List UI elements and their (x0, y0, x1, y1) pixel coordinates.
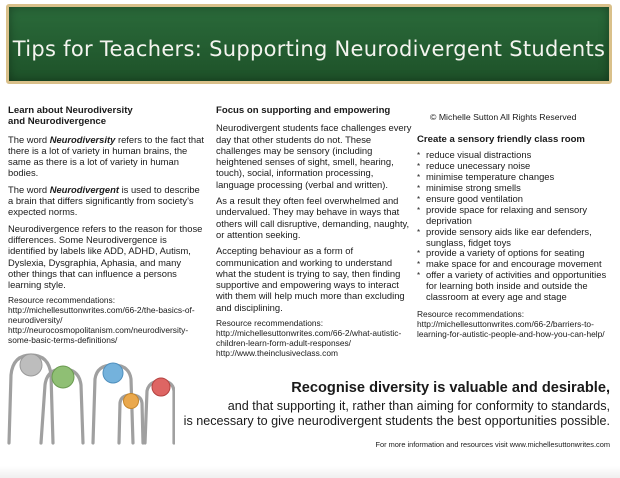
resource-link-2[interactable]: http://neurocosmopolitanism.com/neurodiversity-some-basic-terms-definitions/ (8, 325, 189, 346)
tagline-line-3: is necessary to give neurodivergent students the best opportunities possible. (183, 414, 610, 428)
text: The word (8, 183, 50, 195)
page-shadow (0, 466, 620, 478)
tagline-line-2: and that supporting it, rather than aiming for conformity to standards, (227, 399, 610, 413)
resource-link-1[interactable]: http://michellesuttonwrites.com/66-2/the-basics-of-neurodiversity/ (8, 305, 195, 326)
column1-heading-line1: Learn about Neurodiversity (8, 105, 133, 116)
figure-head-grey (20, 354, 42, 376)
column2-paragraph-3: Accepting behaviour as a form of communication and working to understand what the student is trying to say, then finding supportive and empowering ways to interact with them will help much more than excluding and disciplining. (216, 245, 405, 313)
column1-heading (8, 105, 204, 128)
column-sensory (417, 105, 613, 339)
list-item: * ensure good ventilation (417, 194, 613, 205)
term-neurodivergent: Neurodivergent (49, 183, 119, 195)
copyright-notice: © Michelle Sutton All Rights Reserved (430, 112, 577, 122)
list-item: * provide a variety of options for seating (417, 248, 613, 259)
list-item: * provide space for relaxing and sensory deprivation (417, 205, 613, 227)
column2-paragraph-1: Neurodivergent students face challenges every day that other students do not. These challenges may be sensory (including heightened senses of sight, smell, hearing, touch), social, information processing, language processing (verbal and written). (216, 122, 412, 190)
resources-label: Resource recommendations: (8, 295, 116, 306)
column1-paragraph-3: Neurodivergence refers to the reason for those differences. Some Neurodivergence is identified by labels like ADD, ADHD, Autism, Dyslexia, Dysgraphia, Aphasia, and many other things that can influence a persons learning style. (8, 222, 203, 291)
column2-heading: Focus on supporting and empowering (216, 105, 391, 116)
people-figures-illustration-icon (5, 345, 175, 445)
list-item: * offer a variety of activities and opportunities for learning both inside and outside the classroom at every age and stage (417, 270, 613, 303)
column3-resources (417, 309, 613, 339)
column1-resources (8, 295, 204, 345)
list-item: * minimise strong smells (417, 183, 613, 194)
term-neurodiversity: Neurodiversity (49, 133, 116, 145)
resources-label: Resource recommendations: (417, 308, 525, 319)
column1-paragraph-1 (8, 134, 204, 179)
column-neurodiversity (8, 105, 204, 345)
text: The word (8, 133, 50, 145)
list-item: * make space for and encourage movement (417, 259, 613, 270)
title-banner (6, 4, 612, 84)
list-item: * reduce visual distractions (417, 150, 613, 161)
tagline-line-1: Recognise diversity is valuable and desirable, (291, 380, 610, 396)
column2-paragraph-2: As a result they often feel overwhelmed and undervalued. They may behave in ways that others will call disruptive, demanding, naughty, or attention seeking. (216, 195, 410, 240)
banner-title: Tips for Teachers: Supporting Neurodivergent Students (12, 37, 606, 61)
figure-head-red (152, 378, 170, 396)
column1-paragraph-2 (8, 184, 204, 218)
column1-heading-line2: and Neurodivergence (8, 116, 107, 128)
resource-link-2[interactable]: http://www.theinclusiveclass.com (216, 348, 338, 359)
sensory-list (417, 150, 613, 303)
text: refers to the fact that there is a lot of variety in human brains, the same as there is a lot of variety in human bodies. (8, 133, 204, 179)
figure-head-orange (124, 394, 139, 409)
resource-link-1[interactable]: http://michellesuttonwrites.com/66-2/what-autistic-children-learn-form-adult-responses/ (216, 328, 402, 349)
resources-label: Resource recommendations: (216, 318, 324, 329)
text: is used to describe a brain that differs significantly from society's expected norms. (8, 183, 200, 218)
resource-link-1[interactable]: http://michellesuttonwrites.com/66-2/barriers-to-learning-for-autistic-people-and-how-you-can-help/ (417, 318, 605, 339)
list-item: * reduce unecessary noise (417, 161, 613, 172)
column2-resources (216, 318, 414, 358)
footer-note: For more information and resources visit www.michellesuttonwrites.com (375, 440, 610, 449)
column-supporting (216, 105, 414, 358)
list-item: * provide sensory aids like ear defenders, sunglass, fidget toys (417, 227, 613, 249)
list-item: * minimise temperature changes (417, 172, 613, 183)
column3-heading: Create a sensory friendly class room (417, 134, 585, 145)
figure-head-green (52, 366, 74, 388)
figure-head-blue (103, 363, 123, 383)
